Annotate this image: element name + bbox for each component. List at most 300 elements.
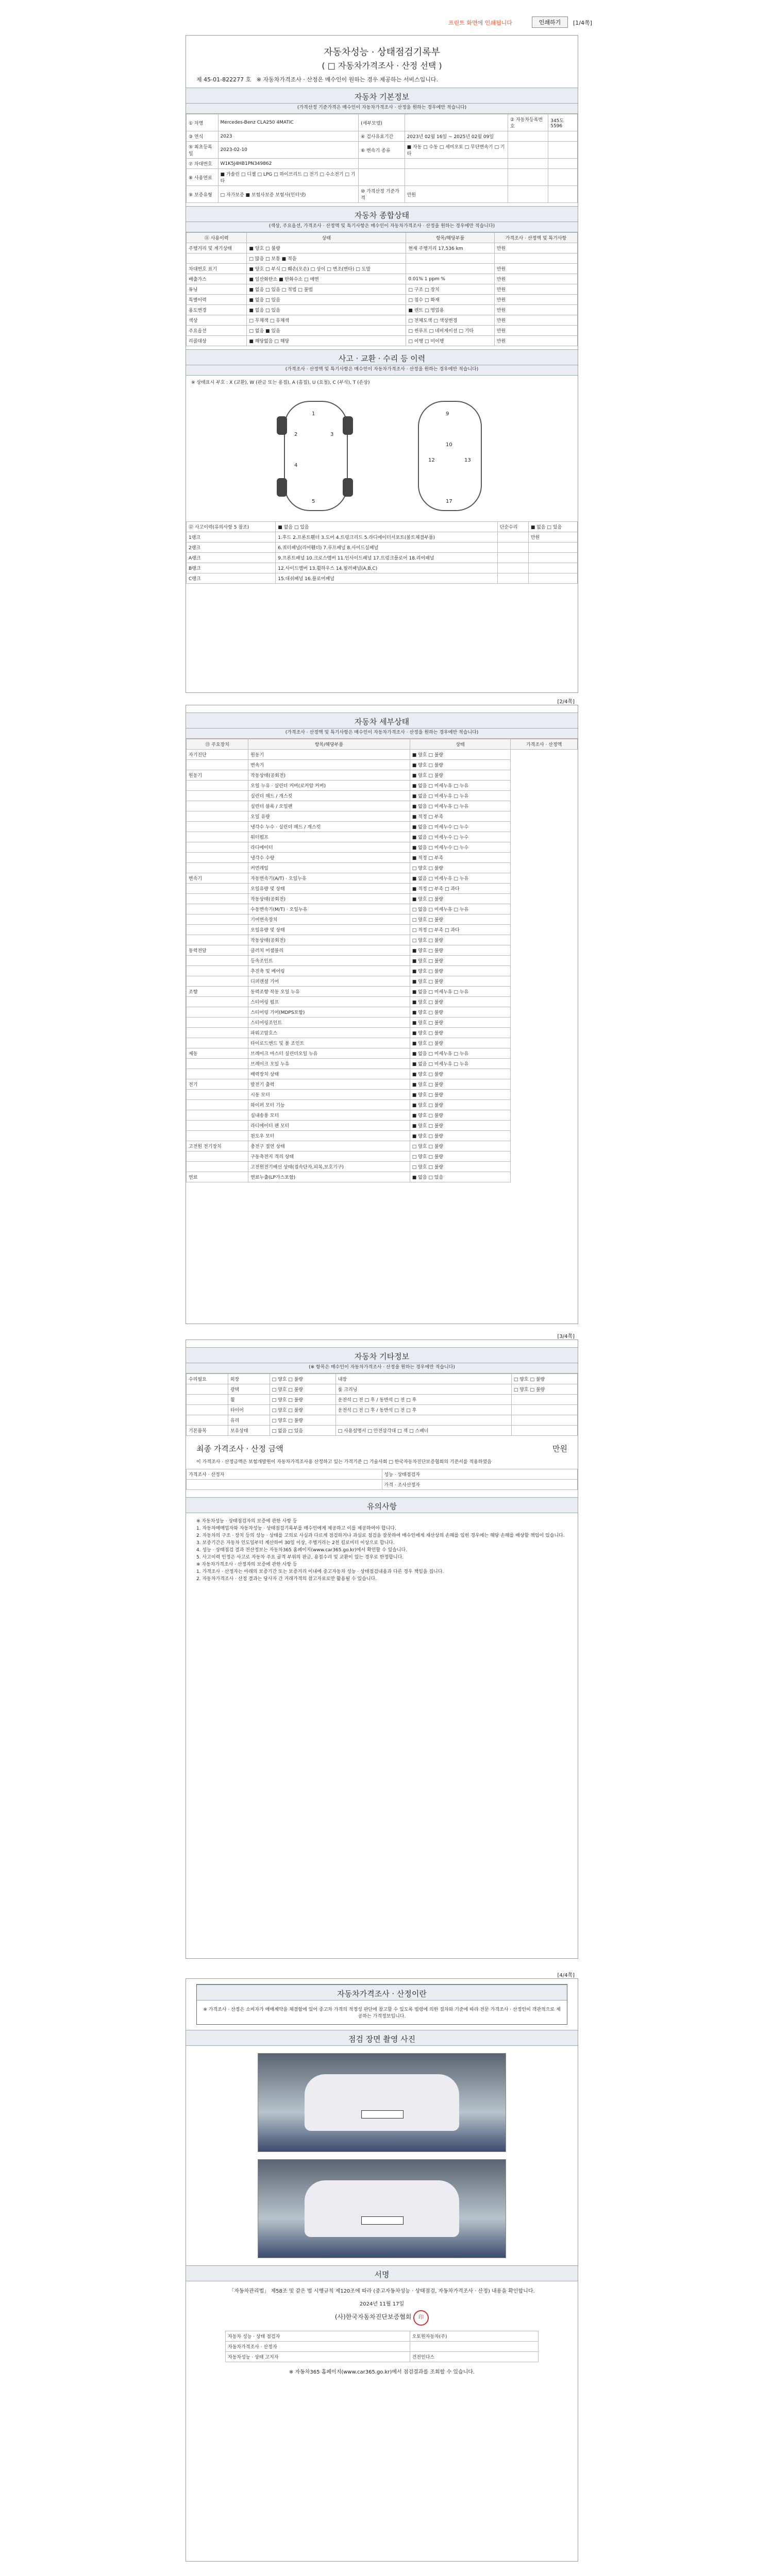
print-notice: 프린트 화면에 인쇄됩니다 [448, 20, 512, 26]
table-row [187, 315, 578, 326]
table-row [187, 853, 578, 863]
table-cell [187, 1090, 248, 1100]
table-cell: 휠 [228, 1395, 270, 1405]
page-1 [186, 35, 578, 693]
table-cell: 기어변속장치 [248, 914, 410, 925]
table-cell: 2랭크 [187, 543, 276, 553]
table-cell: ■ 양호 □ 불량 [410, 1131, 511, 1141]
notice-line: 3. 보증기간은 자동차 인도일부터 계산하여 30일 이상, 주행거리는 2천 킬로미터 이상으로 합니다. [196, 1540, 395, 1546]
etc-sub: (※ 항목은 매수인이 자동차가격조사 · 산정을 원하는 경우에만 적습니다) [186, 1363, 578, 1374]
table-cell [187, 781, 248, 791]
table-cell [187, 1038, 248, 1048]
table-cell [187, 842, 248, 853]
table-row [187, 1395, 578, 1405]
basic-info-title: 자동차 기본정보 [186, 88, 578, 104]
table-cell: 구동축전지 격리 상태 [248, 1151, 410, 1162]
table-cell [187, 791, 248, 801]
table-cell: ■ 없음 □ 미세누유 □ 누유 [410, 801, 511, 811]
table-row [187, 1110, 578, 1121]
part-label: 12 [428, 457, 435, 463]
table-cell: 2023-02-10 [218, 142, 359, 159]
table-cell: 가격조사 · 산정액 및 특기사항 [494, 233, 577, 243]
table-cell: 외장 [228, 1374, 270, 1384]
table-cell: ■ 자동 □ 수동 □ 세미오토 □ 무단변속기 □ 기타 [405, 142, 508, 159]
table-cell: □ 양호 □ 불량 [410, 863, 511, 873]
table-cell: 가격조사 · 산정액 [511, 739, 578, 750]
table-row [187, 760, 578, 770]
plate-shape [361, 2110, 404, 2119]
table-cell: 2023 [218, 131, 359, 142]
table-cell [187, 1151, 248, 1162]
table-cell: 작동상태(공회전) [248, 935, 410, 945]
table-cell: ■ 양호 □ 불량 [410, 945, 511, 956]
table-row [187, 822, 578, 832]
table-cell: ■ 양호 □ 불량 [410, 1090, 511, 1100]
sign-title: 서명 [186, 2265, 578, 2281]
table-cell: 고전원 전기장치 [187, 1141, 248, 1151]
table-cell: 연료누출(LP가스포함) [248, 1172, 410, 1182]
footer-note: ※ 자동차365 홈페이지(www.car365.go.kr)에서 점검결과를 조회할 수 있습니다. [289, 2369, 475, 2375]
table-cell: 제동 [187, 1048, 248, 1059]
table-cell: 클러치 어셈블리 [248, 945, 410, 956]
table-row [187, 1069, 578, 1079]
table-row [187, 336, 578, 346]
table-cell: 만원 [494, 264, 577, 274]
notice-list [186, 1513, 578, 1587]
detail-sub: (가격조사 · 산정액 및 특기사항은 매수인이 자동차가격조사 · 산정을 원하는 경우에만 적습니다) [186, 728, 578, 739]
table-row [187, 997, 578, 1007]
table-cell: 자동차가격조사 · 산정자 [226, 2342, 410, 2352]
table-cell: 차대번호 표기 [187, 264, 247, 274]
table-cell [187, 966, 248, 976]
table-cell: 타이로드엔드 및 볼 조인트 [248, 1038, 410, 1048]
table-cell: 실린더 블록 / 오일팬 [248, 801, 410, 811]
table-cell: ⑧ 사용연료 [187, 169, 219, 186]
table-cell: 색상 [187, 315, 247, 326]
photo-title: 점검 장면 촬영 사진 [186, 2030, 578, 2046]
table-row [187, 553, 578, 563]
table-cell: ■ 적정 □ 부족 [410, 853, 511, 863]
table-cell: 만원 [494, 315, 577, 326]
table-row [187, 142, 578, 159]
table-cell: ■ 없음 □ 있음 [247, 305, 406, 315]
table-row [187, 169, 578, 186]
table-cell: ■ 양호 □ 불량 [410, 1079, 511, 1090]
seal-stamp: 印 [413, 2310, 429, 2326]
table-cell: ■ 없음 □ 있음 [276, 522, 498, 532]
table-row [187, 295, 578, 305]
table-cell: □ 무채색 □ 유채색 [247, 315, 406, 326]
table-cell: ■ 양호 □ 불량 [410, 1121, 511, 1131]
table-row [187, 811, 578, 822]
table-row [187, 1100, 578, 1110]
table-cell [187, 1007, 248, 1018]
table-row [187, 326, 578, 336]
table-cell: ⑦ 차대번호 [187, 159, 219, 169]
table-cell: 윈도우 모터 [248, 1131, 410, 1141]
table-cell [406, 264, 494, 274]
notice-line: ※ 자동차가격조사 · 산정자의 보증에 관한 사항 등 [196, 1562, 297, 1567]
table-cell: 자기진단 [187, 750, 248, 760]
table-cell [359, 169, 405, 186]
table-cell: ④ 검사유효기간 [359, 131, 405, 142]
table-row [187, 1121, 578, 1131]
table-cell: 특별이력 [187, 295, 247, 305]
table-cell: 만원 [494, 305, 577, 315]
table-cell: ⑪ 사용이력 [187, 233, 247, 243]
table-row [187, 914, 578, 925]
table-cell: 스티어링 펌프 [248, 997, 410, 1007]
table-cell: ■ 양호 □ 불량 [410, 976, 511, 987]
table-cell [187, 1384, 228, 1395]
table-row [187, 925, 578, 935]
table-cell [405, 159, 508, 169]
table-cell: 디퍼렌셜 기어 [248, 976, 410, 987]
table-row [187, 305, 578, 315]
table-cell [187, 1018, 248, 1028]
table-cell: 유리 [228, 1415, 270, 1426]
table-row [226, 2342, 539, 2352]
table-cell [187, 853, 248, 863]
table-row [187, 1048, 578, 1059]
table-cell: 추진축 및 베어링 [248, 966, 410, 976]
table-row [187, 1172, 578, 1182]
table-cell [187, 1162, 248, 1172]
table-cell [187, 863, 248, 873]
part-label: 2 [294, 432, 298, 437]
part-label: 5 [312, 499, 315, 504]
table-cell [187, 832, 248, 842]
table-row [187, 873, 578, 884]
table-cell: □ 양호 □ 불량 [410, 1151, 511, 1162]
table-row [187, 1141, 578, 1151]
table-cell: 작동상태(공회전) [248, 770, 410, 781]
table-cell [187, 925, 248, 935]
table-cell [548, 131, 578, 142]
table-cell [511, 1395, 577, 1405]
table-cell: ■ 없음 □ 미세누유 □ 누유 [410, 791, 511, 801]
table-cell: ■ 양호 □ 불량 [410, 760, 511, 770]
table-cell: B랭크 [187, 563, 276, 573]
table-row [226, 2352, 539, 2362]
table-cell [187, 956, 248, 966]
table-cell: 타이어 [228, 1405, 270, 1415]
table-cell [497, 573, 528, 584]
table-cell: 6.쿼터패널(리어휀더) 7.루프패널 8.사이드실패널 [276, 543, 498, 553]
print-button[interactable]: 인쇄하기 [532, 16, 568, 28]
table-cell [187, 976, 248, 987]
notice-title: 유의사항 [186, 1497, 578, 1513]
table-cell: ■ 양호 □ 불량 [247, 243, 406, 253]
table-cell: A랭크 [187, 553, 276, 563]
table-cell: 성능 · 상태점검자 [382, 1469, 578, 1480]
overall-table [186, 232, 578, 346]
table-cell [187, 1059, 248, 1069]
table-cell: 등속조인트 [248, 956, 410, 966]
accident-title: 사고 · 교환 · 수리 등 이력 [186, 349, 578, 365]
table-cell: 수리필요 [187, 1374, 228, 1384]
table-cell: 기본품목 [187, 1426, 228, 1436]
detail-table [186, 739, 578, 1182]
table-row [187, 1162, 578, 1172]
car-frame-outline [418, 401, 482, 511]
table-cell: 오일유량 및 상태 [248, 884, 410, 894]
table-cell [187, 935, 248, 945]
table-cell [508, 131, 548, 142]
table-cell [494, 253, 577, 264]
table-row [187, 159, 578, 169]
table-row [187, 976, 578, 987]
table-cell: □ 양호 □ 불량 [410, 914, 511, 925]
table-cell: 시동 모터 [248, 1090, 410, 1100]
basic-info-sub: (가격산정 기준가격은 매수인이 자동차가격조사 · 산정을 원하는 경우에만 적습니다) [186, 104, 578, 114]
table-row [187, 563, 578, 573]
table-cell: □ 썬루프 □ 네비게이션 □ 기타 [406, 326, 494, 336]
table-cell [528, 543, 577, 553]
table-cell [187, 811, 248, 822]
table-cell: 브레이크 마스터 실린더오일 누유 [248, 1048, 410, 1059]
table-cell: ■ 없음 □ 미세누유 □ 누유 [410, 1048, 511, 1059]
table-cell: ■ 양호 □ 불량 [410, 1100, 511, 1110]
table-cell: 동력전달 [187, 945, 248, 956]
table-cell: 고전원전기배선 상태(접속단자,피복,보호기구) [248, 1162, 410, 1172]
table-cell [548, 142, 578, 159]
table-cell: ■ 없음 □ 미세누유 □ 누유 [410, 781, 511, 791]
table-cell: □ 양호 □ 불량 [410, 1162, 511, 1172]
sign-text: 「자동차관리법」 제58조 및 같은 법 시행규칙 제120조에 따라 (중고자동차성능 · 상태점검, 자동차가격조사 · 산정) 내용을 확인합니다. [229, 2289, 535, 2294]
table-cell: 냉각수 누수 · 실린더 헤드 / 개스킷 [248, 822, 410, 832]
etc-table [186, 1374, 578, 1436]
etc-title: 자동차 기타정보 [186, 1347, 578, 1363]
table-cell [335, 1415, 511, 1426]
page-number: [4/4쪽] [557, 1973, 575, 1978]
accident-sub: (가격조사 · 산정액 및 특기사항은 매수인이 자동차가격조사 · 산정을 원하는 경우에만 적습니다) [186, 365, 578, 376]
table-cell: ■ 가솔린 □ 디젤 □ LPG □ 하이브리드 □ 전기 □ 수소전기 □ 기타 [218, 169, 359, 186]
table-cell: 자동차 성능 · 상태 점검자 [226, 2331, 410, 2342]
table-cell: Mercedes-Benz CLA250 4MATIC [218, 114, 359, 131]
table-cell: □ 자가보증 ■ 보험사보증 보험사(인터넷) [218, 186, 359, 203]
print-toolbar [186, 14, 763, 32]
table-cell: 발전기 출력 [248, 1079, 410, 1090]
table-cell: ■ 양호 □ 불량 [410, 997, 511, 1007]
table-cell: 자동차성능 · 상태 고지자 [226, 2352, 410, 2362]
table-row [187, 543, 578, 553]
table-cell: 항목/해당부품 [248, 739, 410, 750]
table-cell: ⑩ 가격산정 기준가격 [359, 186, 405, 203]
price-info-title: 자동차가격조사 · 산정이란 [197, 1985, 567, 2001]
table-cell: 배출가스 [187, 274, 247, 284]
table-cell: □ 없음 □ 있음 [270, 1426, 335, 1436]
wheel [343, 478, 353, 497]
table-cell: ■ 양호 □ 불량 [410, 770, 511, 781]
table-cell [187, 1131, 248, 1141]
table-cell: 배력장치 상태 [248, 1069, 410, 1079]
table-cell [187, 884, 248, 894]
inspection-photo [258, 2159, 506, 2258]
final-price-value: 만원 [552, 1444, 567, 1453]
table-cell: ■ 양호 □ 불량 [410, 1069, 511, 1079]
table-cell: ■ 양호 □ 불량 [410, 956, 511, 966]
table-cell: □ 적정 □ 부족 □ 과다 [410, 925, 511, 935]
table-cell: □ 사용설명서 □ 안전삼각대 □ 잭 □ 스패너 [335, 1426, 511, 1436]
overall-sub: (색상, 주요옵션, 가격조사 · 산정액 및 특기사항은 매수인이 자동차가격조사 · 산정을 원하는 경우에만 적습니다) [186, 222, 578, 232]
page-number: [3/4쪽] [557, 1334, 575, 1340]
car-frame-diagram [397, 396, 500, 514]
table-cell: 커먼레일 [248, 863, 410, 873]
table-cell: 만원 [494, 336, 577, 346]
table-cell [187, 914, 248, 925]
table-cell: ■ 없음 □ 미세누수 □ 누수 [410, 832, 511, 842]
table-cell: □ 양호 □ 불량 [270, 1374, 335, 1384]
table-cell: ■ 없음 □ 있음 [410, 1172, 511, 1182]
table-row [187, 801, 578, 811]
table-cell: ■ 양호 □ 불량 [410, 966, 511, 976]
page-indicator: [1/4쪽] [573, 20, 592, 26]
table-cell [508, 159, 548, 169]
table-cell: ■ 없음 □ 있음 □ 적법 □ 불법 [247, 284, 406, 295]
table-cell [548, 186, 578, 203]
table-cell: 오일 누유 · 실린더 커버(로커암 커버) [248, 781, 410, 791]
table-cell: 브레이크 오일 누유 [248, 1059, 410, 1069]
final-price-text: 이 가격조사 · 산정금액은 보험개발원이 자동차가격조사용 산정하고 있는 가격기준 □ 기술사회 □ 한국자동차진단보증협회의 기준서를 적용하였음 [196, 1460, 492, 1465]
table-cell: □ 양호 □ 불량 [270, 1415, 335, 1426]
table-cell: ■ 양호 □ 불량 [410, 1038, 511, 1048]
table-cell: 오일 유량 [248, 811, 410, 822]
table-row [187, 1038, 578, 1048]
table-cell: 1.후드 2.프론트휀더 3.도어 4.트렁크리드 5.라디에이터서포트(볼트체결부품) [276, 532, 498, 543]
table-cell: ■ 렌트 □ 영업용 [406, 305, 494, 315]
notice-line: 5. 사고이력 인정은 사고로 자동차 주요 골격 부위의 판금, 용접수리 및 교환이 있는 경우로 한정합니다. [196, 1555, 404, 1560]
table-cell [528, 553, 577, 563]
table-row [187, 1028, 578, 1038]
sign-date: 2024년 11월 17일 [359, 2301, 405, 2307]
table-cell: 보유상태 [228, 1426, 270, 1436]
sign-table [225, 2331, 539, 2362]
table-cell [497, 553, 528, 563]
table-cell [187, 904, 248, 914]
wheel [343, 416, 353, 435]
table-row [187, 1415, 578, 1426]
table-cell [187, 760, 248, 770]
table-cell: 만원 [405, 186, 508, 203]
page-3 [186, 1334, 578, 1959]
table-cell: 항목/해당부품 [406, 233, 494, 243]
table-cell: □ 양호 □ 불량 [511, 1384, 577, 1395]
table-cell: □ 전체도색 □ 색상변경 [406, 315, 494, 326]
table-cell: 튜닝 [187, 284, 247, 295]
table-row [187, 532, 578, 543]
table-cell: ■ 양호 □ 불량 [410, 750, 511, 760]
table-cell: ■ 양호 □ 불량 [410, 894, 511, 904]
table-cell: □ 양호 □ 불량 [410, 1141, 511, 1151]
table-cell: □ 양호 □ 불량 [410, 935, 511, 945]
table-cell: 변속기 [187, 873, 248, 884]
table-row [187, 770, 578, 781]
table-cell: 조향 [187, 987, 248, 997]
table-cell [405, 114, 508, 131]
table-cell: 만원 [494, 326, 577, 336]
table-cell [548, 169, 578, 186]
table-cell: ■ 적정 □ 부족 □ 과다 [410, 884, 511, 894]
table-cell [187, 1100, 248, 1110]
table-row [187, 1007, 578, 1018]
table-cell: 12.사이드멤버 13.휠하우스 14.필러패널(A,B,C) [276, 563, 498, 573]
page-4 [186, 1973, 578, 2562]
table-row [187, 1131, 578, 1141]
table-row [187, 573, 578, 584]
table-row [187, 884, 578, 894]
table-cell [359, 159, 405, 169]
table-cell: 전기 [187, 1079, 248, 1090]
table-cell: ■ 양호 □ 불량 [410, 1018, 511, 1028]
table-cell: ⑬ 주요장치 [187, 739, 248, 750]
car-body-outline [284, 401, 348, 511]
table-cell: C랭크 [187, 573, 276, 584]
table-cell: 만원 [494, 243, 577, 253]
table-cell [548, 159, 578, 169]
basic-info-table [186, 114, 578, 203]
table-cell: 오토원자동차(주) [410, 2331, 538, 2342]
table-cell: □ 구조 □ 장치 [406, 284, 494, 295]
wheel [277, 416, 287, 435]
table-row [187, 1405, 578, 1415]
page-2 [186, 699, 578, 1324]
table-cell: 상태 [247, 233, 406, 243]
table-cell: ⑤ 최초등록일 [187, 142, 219, 159]
table-cell: □ 없음 □ 미세누유 □ 누유 [410, 904, 511, 914]
table-cell: ■ 없음 □ 있음 [247, 295, 406, 305]
table-cell: ③ 연식 [187, 131, 219, 142]
table-cell: 동력조향 작동 오일 누유 [248, 987, 410, 997]
notice-line: 2. 자동차의 구조 · 장치 등의 성능 · 상태를 고의로 사실과 다르게 점검하거나 과실로 점검을 잘못하여 매수인에게 재산상의 손해를 입힌 경우에는 해당 손해를 배상할 책임이 있습니다. [196, 1533, 565, 1538]
table-cell: 작동상태(공회전) [248, 894, 410, 904]
table-cell: 스티어링 기어(MDPS포함) [248, 1007, 410, 1018]
table-cell: ② 자동차등록번호 [508, 114, 548, 131]
table-cell: 라디에이터 팬 모터 [248, 1121, 410, 1131]
table-row [187, 1469, 578, 1480]
table-cell: □ 양호 □ 불량 [270, 1405, 335, 1415]
table-cell: 원동기 [248, 750, 410, 760]
doc-notice: ※ 자동차가격조사 · 산정은 매수인이 원하는 경우 제공하는 서비스입니다. [256, 76, 439, 83]
table-cell [187, 1121, 248, 1131]
table-cell: ■ 없음 □ 있음 [528, 522, 577, 532]
table-cell: 내장 [335, 1374, 511, 1384]
table-cell: 가격조사 · 산정자 [187, 1469, 382, 1480]
table-cell [497, 563, 528, 573]
table-cell: 광택 [228, 1384, 270, 1395]
table-cell: □ 양호 □ 불량 [270, 1395, 335, 1405]
table-cell [187, 1395, 228, 1405]
table-cell [187, 1415, 228, 1426]
table-cell [511, 1415, 577, 1426]
part-label: 9 [446, 411, 449, 417]
notice-line: 2. 자동차가격조사 · 산정 결과는 당사자 간 거래가격의 참고자료로만 활용될 수 있습니다. [196, 1577, 377, 1582]
table-cell: 주행거리 및 계기상태 [187, 243, 247, 253]
table-cell: 냉각수 수량 [248, 853, 410, 863]
inspection-photo [258, 2053, 506, 2152]
table-row [187, 114, 578, 131]
table-row [187, 1018, 578, 1028]
table-row [187, 253, 578, 264]
price-info-box [196, 1984, 567, 2025]
table-row [187, 1374, 578, 1384]
table-cell [187, 801, 248, 811]
table-cell: □ 침수 □ 화재 [406, 295, 494, 305]
table-row [187, 243, 578, 253]
notice-line: 1. 가격조사 · 산정자는 아래의 보증기간 또는 보증거리 이내에 중고자동차 성능 · 상태점검내용과 다른 경우 책임을 집니다. [196, 1569, 444, 1574]
vehicle-shape [305, 2180, 459, 2237]
table-cell: ■ 없음 □ 미세누유 □ 누유 [410, 987, 511, 997]
